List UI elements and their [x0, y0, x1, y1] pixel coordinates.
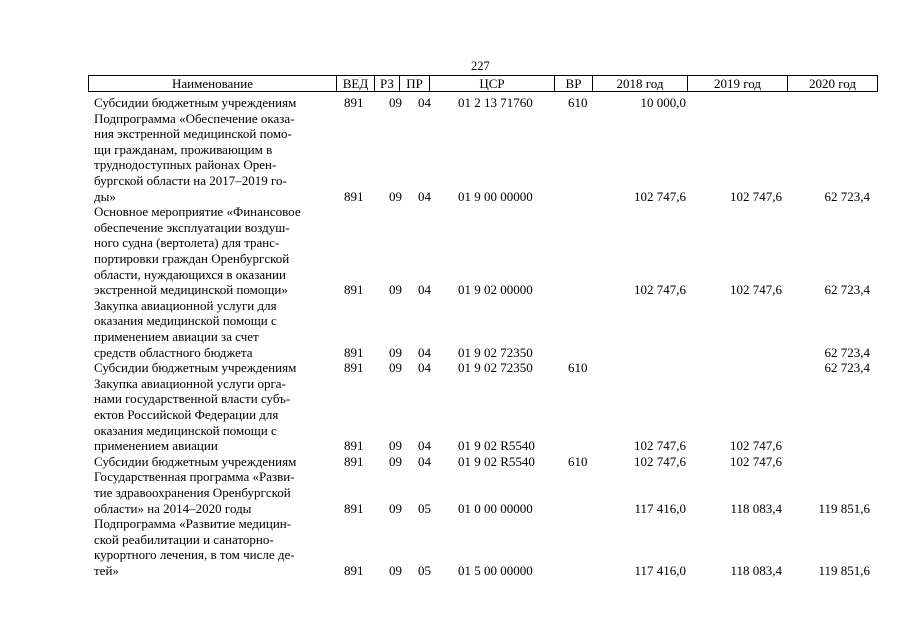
cell-rz: 09: [389, 360, 402, 376]
row-name-line: Подпрограмма «Развитие медицин-: [94, 516, 292, 532]
row-name-line: применением авиации за счет: [94, 328, 259, 344]
cell-ved: 891: [344, 95, 364, 110]
cell-ved: 891: [344, 282, 364, 298]
cell-y2020: 62 723,4: [824, 360, 870, 376]
row-name: [94, 469, 334, 516]
header-rz: РЗ: [375, 76, 400, 91]
header-ved: ВЕД: [337, 76, 375, 91]
row-name: [94, 454, 334, 470]
cell-y2018: 102 747,6: [634, 188, 686, 204]
row-name-line: ды»: [94, 188, 116, 204]
row-name-line: ской реабилитации и санаторно-: [94, 531, 274, 547]
cell-y2018: 102 747,6: [634, 438, 686, 454]
cell-pr: 05: [418, 562, 431, 578]
row-name-line: Основное мероприятие «Финансовое: [94, 204, 301, 220]
cell-y2019: 102 747,6: [730, 438, 782, 454]
cell-ved: 891: [344, 360, 364, 376]
row-name-line: портировки граждан Оренбургской: [94, 250, 290, 266]
cell-pr: 04: [418, 95, 431, 110]
row-name-line: Закупка авиационной услуги орга-: [94, 375, 286, 391]
cell-ved: 891: [344, 344, 364, 360]
row-name-line: оказания медицинской помощи с: [94, 422, 277, 438]
cell-y2019: 118 083,4: [730, 500, 782, 516]
row-name-line: области» на 2014–2020 годы: [94, 500, 252, 516]
row-name-line: бургской области на 2017–2019 го-: [94, 172, 287, 188]
cell-y2019: 102 747,6: [730, 188, 782, 204]
cell-pr: 04: [418, 282, 431, 298]
cell-csr: 01 9 02 00000: [458, 282, 533, 298]
cell-pr: 04: [418, 453, 431, 469]
cell-y2018: 10 000,0: [640, 95, 686, 110]
header-csr: ЦСР: [430, 76, 555, 91]
cell-vr: 610: [568, 95, 588, 110]
row-name-line: экстренной медицинской помощи»: [94, 282, 288, 298]
cell-rz: 09: [389, 188, 402, 204]
cell-pr: 04: [418, 438, 431, 454]
cell-y2018: 117 416,0: [634, 500, 686, 516]
cell-y2020: 62 723,4: [824, 282, 870, 298]
cell-y2020: 119 851,6: [818, 562, 870, 578]
row-name-line: курортного лечения, в том числе де-: [94, 547, 295, 563]
cell-pr: 05: [418, 500, 431, 516]
cell-pr: 04: [418, 188, 431, 204]
row-name-line: Закупка авиационной услуги для: [94, 297, 277, 313]
cell-y2020: 119 851,6: [818, 500, 870, 516]
cell-y2020: 62 723,4: [824, 344, 870, 360]
row-name-line: Подпрограмма «Обеспечение оказа-: [94, 110, 295, 126]
cell-rz: 09: [389, 282, 402, 298]
cell-csr: 01 9 02 R5540: [458, 453, 535, 469]
cell-y2018: 117 416,0: [634, 562, 686, 578]
cell-y2019: 102 747,6: [730, 282, 782, 298]
row-name: [94, 516, 334, 578]
cell-y2018: 102 747,6: [634, 282, 686, 298]
cell-rz: 09: [389, 95, 402, 110]
cell-y2018: 102 747,6: [634, 453, 686, 469]
cell-y2019: 102 747,6: [730, 453, 782, 469]
cell-csr: 01 5 00 00000: [458, 562, 533, 578]
row-name-line: ектов Российской Федерации для: [94, 406, 279, 422]
row-name-line: ного судна (вертолета) для транс-: [94, 235, 280, 251]
cell-rz: 09: [389, 500, 402, 516]
row-name: [94, 360, 334, 376]
cell-csr: 01 0 00 00000: [458, 500, 533, 516]
cell-rz: 09: [389, 344, 402, 360]
row-name: [94, 376, 334, 454]
cell-csr: 01 9 02 72350: [458, 360, 533, 376]
row-name-line: труднодоступных районах Орен-: [94, 157, 277, 173]
header-vr: ВР: [555, 76, 593, 91]
table-header: [88, 75, 878, 92]
row-name-line: нами государственной власти субъ-: [94, 391, 291, 407]
row-name-line: ния экстренной медицинской помо-: [94, 126, 292, 142]
row-name-line: тие здравоохранения Оренбургской: [94, 484, 291, 500]
cell-vr: 610: [568, 360, 588, 376]
row-name-line: Субсидии бюджетным учреждениям: [94, 95, 297, 110]
header-name: Наименование: [89, 76, 337, 91]
cell-vr: 610: [568, 453, 588, 469]
header-2018: 2018 год: [593, 76, 688, 91]
cell-ved: 891: [344, 453, 364, 469]
row-name: [94, 204, 334, 298]
cell-rz: 09: [389, 438, 402, 454]
row-name-line: Субсидии бюджетным учреждениям: [94, 453, 297, 469]
row-name-line: тей»: [94, 562, 119, 578]
row-name: [94, 111, 334, 205]
row-name: [94, 298, 334, 360]
row-name-line: применением авиации: [94, 438, 218, 454]
row-name-line: Субсидии бюджетным учреждениям: [94, 360, 297, 376]
cell-csr: 01 9 02 72350: [458, 344, 533, 360]
cell-csr: 01 9 02 R5540: [458, 438, 535, 454]
header-2020: 2020 год: [809, 76, 856, 91]
row-name-line: Государственная программа «Разви-: [94, 469, 295, 485]
cell-y2020: 62 723,4: [824, 188, 870, 204]
header-2019: 2019 год: [688, 76, 788, 91]
row-name-line: оказания медицинской помощи с: [94, 313, 277, 329]
cell-csr: 01 9 00 00000: [458, 188, 533, 204]
cell-rz: 09: [389, 453, 402, 469]
cell-pr: 04: [418, 344, 431, 360]
cell-csr: 01 2 13 71760: [458, 95, 533, 110]
cell-ved: 891: [344, 438, 364, 454]
cell-ved: 891: [344, 562, 364, 578]
header-pr: ПР: [400, 76, 430, 91]
row-name: [94, 95, 334, 111]
row-name-line: обеспечение эксплуатации воздуш-: [94, 219, 290, 235]
page-number: 227: [471, 59, 490, 73]
cell-pr: 04: [418, 360, 431, 376]
row-name-line: области, нуждающихся в оказании: [94, 266, 286, 282]
cell-rz: 09: [389, 562, 402, 578]
cell-ved: 891: [344, 500, 364, 516]
cell-y2019: 118 083,4: [730, 562, 782, 578]
row-name-line: средств областного бюджета: [94, 344, 253, 360]
cell-ved: 891: [344, 188, 364, 204]
row-name-line: щи гражданам, проживающим в: [94, 141, 273, 157]
